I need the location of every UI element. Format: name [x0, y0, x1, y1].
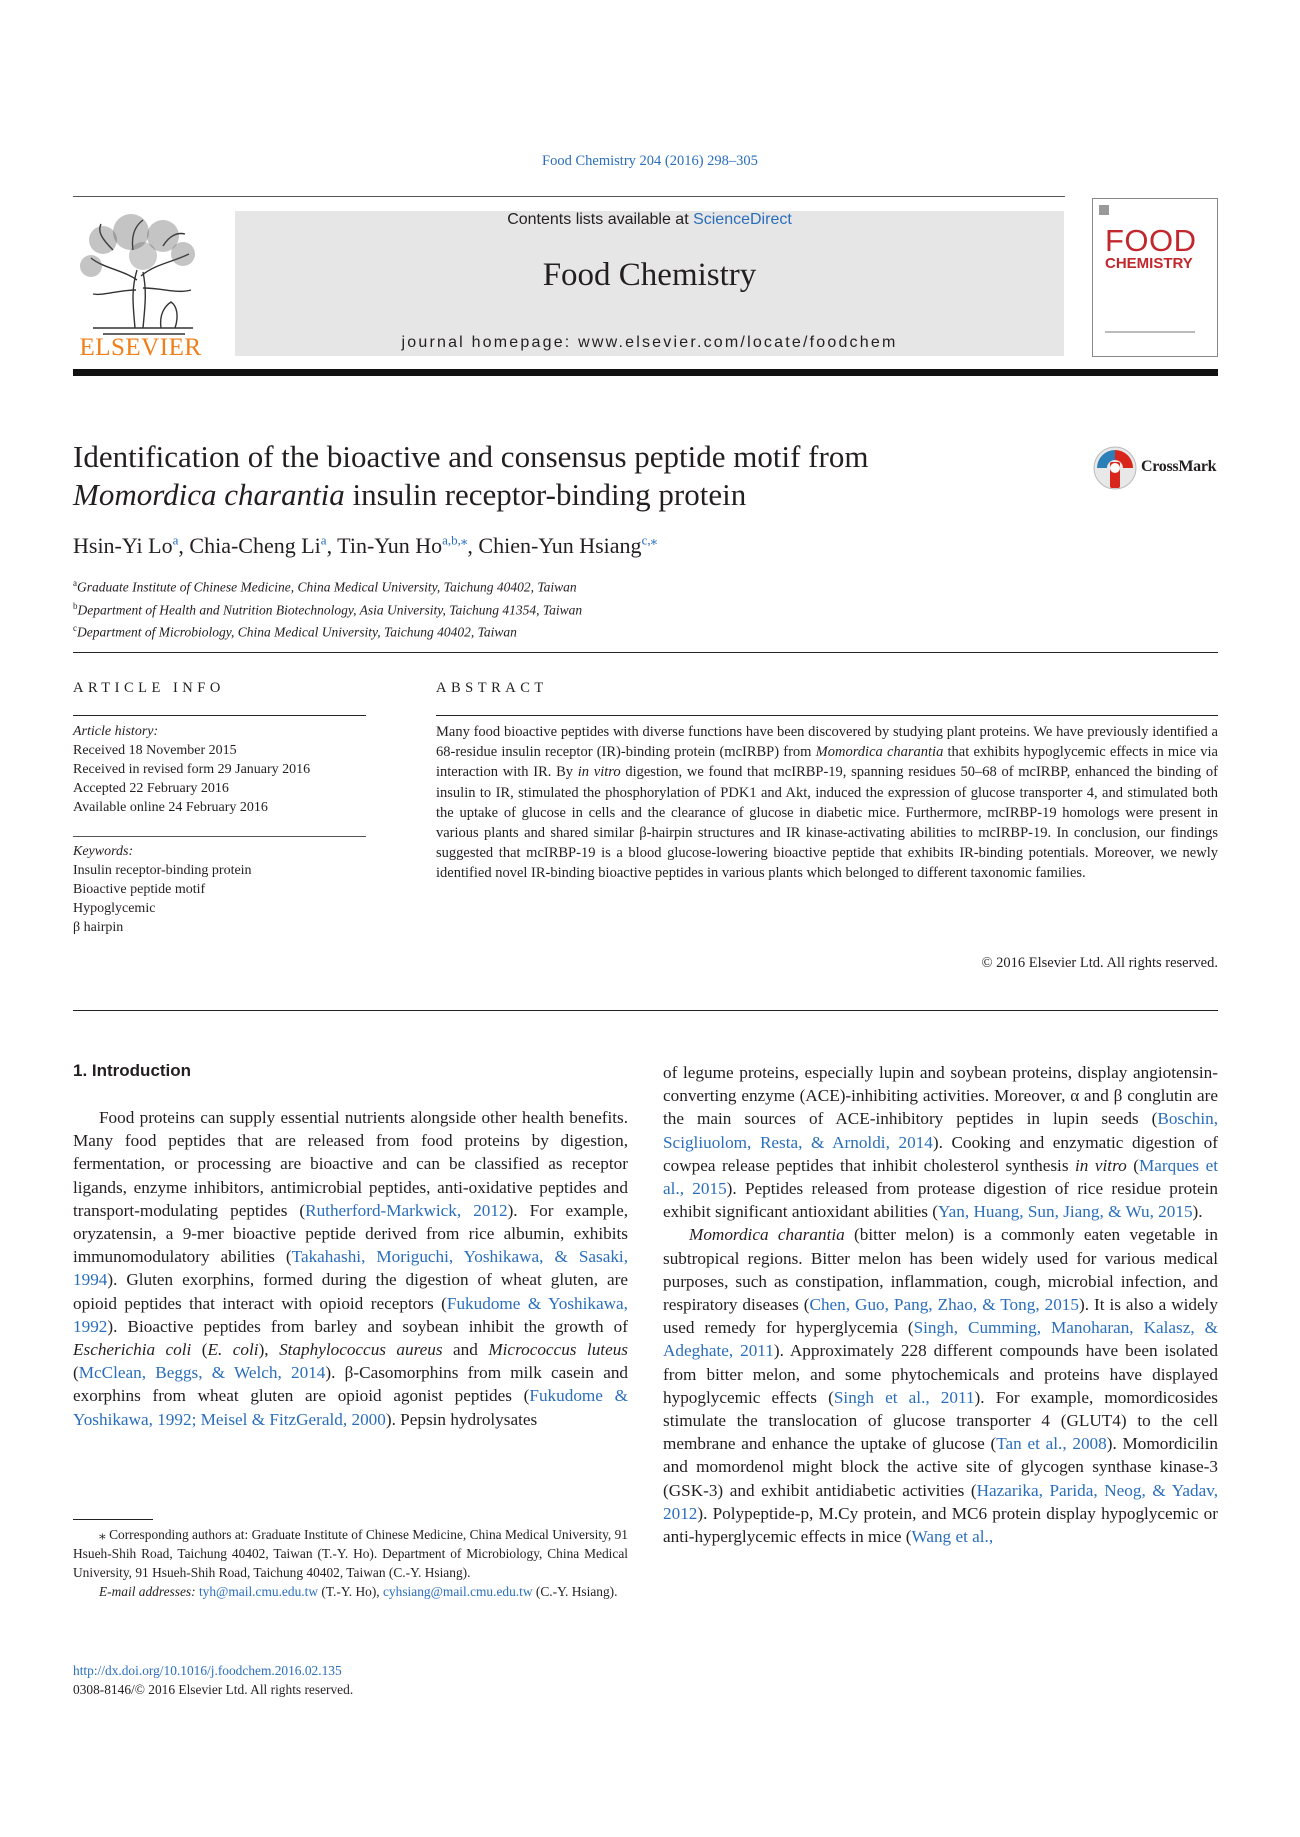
- corresponding-note: ⁎ Corresponding authors at: Graduate Institute of Chinese Medicine, China Medical University, 91 Hsueh-Shih Road, Taichung 40402, Taiwan (T.-Y. Ho). Department of Microbiology, China Medical University, 91 Hsueh-Shih Road, Taichung 40402, Taiwan (C.-Y. Hsiang).: [73, 1527, 628, 1580]
- text-run: ). Bioactive peptides from barley and soybean inhibit the growth of: [107, 1316, 628, 1336]
- abstract-rule: [436, 715, 1218, 716]
- history-entry: Received in revised form 29 January 2016: [73, 762, 311, 777]
- article-info-rule: [73, 715, 366, 716]
- article-info-heading: ARTICLE INFO: [73, 680, 225, 696]
- text-run: and: [442, 1340, 489, 1360]
- email-link[interactable]: cyhsiang@mail.cmu.edu.tw: [382, 1584, 533, 1599]
- italic-term: Staphylococcus aureus: [279, 1340, 443, 1360]
- text-run: ). Pepsin hydrolysates: [385, 1409, 538, 1429]
- body-column-right: [663, 1061, 1218, 1548]
- text-run: ). Peptides released from protease digestion of rice residue protein exhibit significant antioxidant abilities (: [663, 1179, 1218, 1222]
- body-paragraph: [663, 1223, 1218, 1548]
- section-heading-introduction: 1. Introduction: [73, 1061, 192, 1080]
- italic-term: in vitro: [1075, 1155, 1127, 1175]
- citation-link[interactable]: Boschin, Scigliuolom, Resta, & Arnoldi, 2014: [663, 1109, 1218, 1152]
- text-run: Food proteins can supply essential nutrients alongside other health benefits. Many food peptides that are released from food proteins by digestion, fermentation, or processing are bioactive and can be classified as receptor ligands, enzyme inhibitors, antimicrobial peptides, anti-oxidative peptides and transport-modulating peptides (: [73, 1108, 628, 1220]
- author[interactable]: Chia-Cheng Li$^a$: [189, 533, 327, 559]
- crossmark-label: CrossMark: [1141, 458, 1217, 475]
- text-run: ). Cooking and enzymatic digestion of cowpea release peptides that inhibit cholesterol synthesis: [663, 1132, 1218, 1175]
- italic-term: Escherichia coli: [73, 1340, 192, 1360]
- email-link[interactable]: tyh@mail.cmu.edu.tw: [198, 1584, 319, 1599]
- text-run: ). Approximately 228 different compounds have been isolated from bitter melon, and some phytochemicals and proteins have displayed hypoglycemic effects (: [663, 1341, 1218, 1407]
- author[interactable]: Tin-Yun $Ho^{a,b,⁎}$: [337, 533, 468, 559]
- header-bottom-rule: [73, 369, 1218, 376]
- text-run: ). Gluten exorphins, formed during the digestion of wheat gluten, are opioid peptides that interact with opioid receptors (: [73, 1270, 628, 1313]
- citation-link[interactable]: McClean, Beggs, & Welch, 2014: [78, 1363, 326, 1383]
- keywords-label: Keywords:: [73, 844, 134, 859]
- keywords-rule: [73, 836, 366, 837]
- cover-title-food: FOOD: [1105, 223, 1197, 258]
- author[interactable]: Hsin-Yi Lo$^a$: [73, 533, 179, 559]
- keyword: Insulin receptor-binding protein: [73, 863, 252, 878]
- text-run: ). Momordicilin and momordenol might block the active site of glycogen synthase kinase-3 (GSK-3) and exhibit antidiabetic activities (: [663, 1434, 1218, 1500]
- journal-homepage[interactable]: journal homepage: www.elsevier.com/locate/foodchem: [401, 334, 898, 351]
- body-paragraph: [663, 1061, 1218, 1223]
- history-entry: Available online 24 February 2016: [73, 800, 268, 815]
- article-history: [73, 722, 310, 817]
- history-entry: Accepted 22 February 2016: [73, 781, 229, 796]
- doi-link[interactable]: http://dx.doi.org/10.1016/j.foodchem.2016.02.135: [73, 1663, 342, 1678]
- corresponding-author-footnote: [73, 1525, 628, 1601]
- body-paragraph: [73, 1106, 628, 1431]
- footnote-rule: [73, 1519, 153, 1520]
- text-run: ). It is also a widely used remedy for hyperglycemia (: [663, 1295, 1219, 1338]
- citation-link[interactable]: Marques et al., 2015: [663, 1155, 1219, 1199]
- citation-link[interactable]: Wang et al.,: [911, 1527, 994, 1547]
- affiliations: [73, 574, 582, 642]
- citation-link[interactable]: Singh, Cumming, Manoharan, Kalasz, & Adeghate, 2011: [663, 1318, 1218, 1361]
- keywords: [73, 842, 252, 937]
- text-run: (: [191, 1340, 208, 1360]
- text-run: (: [1126, 1155, 1139, 1175]
- citation-link[interactable]: Tan et al., 2008: [996, 1434, 1107, 1454]
- email-line: E-mail addresses: tyh@mail.cmu.edu.tw (T.-Y. Ho), cyhsiang@mail.cmu.edu.tw (C.-Y. Hsiang).: [99, 1584, 618, 1599]
- citation-link[interactable]: Rutherford-Markwick, 2012: [305, 1200, 508, 1220]
- title-line-2: Momordica charantia insulin receptor-binding protein: [73, 477, 747, 512]
- italic-term: E. coli: [207, 1340, 259, 1360]
- abstract-heading: ABSTRACT: [436, 680, 548, 696]
- journal-name: Food Chemistry: [542, 257, 757, 293]
- cover-title-chemistry: CHEMISTRY: [1105, 255, 1193, 272]
- crossmark-icon: [1093, 446, 1137, 490]
- elsevier-wordmark: ELSEVIER: [79, 334, 202, 361]
- text-run: ).: [1192, 1202, 1203, 1222]
- sciencedirect-link[interactable]: ScienceDirect: [693, 211, 792, 228]
- affiliation-rule: [73, 652, 1218, 653]
- affiliation: $^c$Department of Microbiology, China Medical University, Taichung 40402, Taiwan: [73, 623, 517, 640]
- affiliation: $^a$Graduate Institute of Chinese Medicine, China Medical University, Taichung 40402, Taiwan: [73, 578, 577, 595]
- issn-line: 0308-8146/© 2016 Elsevier Ltd. All rights reserved.: [73, 1682, 354, 1697]
- crossmark-badge[interactable]: [1093, 446, 1233, 490]
- italic-term: Momordica charantia: [689, 1225, 845, 1245]
- body-column-left: [73, 1106, 628, 1431]
- journal-citation[interactable]: Food Chemistry 204 (2016) 298–305: [542, 153, 758, 169]
- citation-link[interactable]: Takahashi, Moriguchi, Yoshikawa, & Sasaki, 1994: [73, 1247, 628, 1290]
- title-line-1: Identification of the bioactive and consensus peptide motif from: [73, 439, 869, 474]
- history-label: Article history:: [73, 724, 159, 739]
- header-top-rule: [73, 196, 1065, 197]
- history-entry: Received 18 November 2015: [73, 743, 237, 758]
- text-run: of legume proteins, especially lupin and soybean proteins, display angiotensin-converting enzyme (ACE)-inhibiting activities. Moreover, α and β conglutin are the main sources of ACE-inhibitory peptides in lupin seeds (: [663, 1063, 1218, 1129]
- text-run: ),: [258, 1340, 280, 1360]
- cover-publisher-mark: [1099, 205, 1109, 215]
- text-run: ). For example, oryzatensin, a 9-mer bioactive peptide derived from rice albumin, exhibits immunomodulatory abilities (: [73, 1200, 628, 1267]
- citation-link[interactable]: Singh et al., 2011: [833, 1387, 975, 1407]
- citation-link[interactable]: Chen, Guo, Pang, Zhao, & Tong, 2015: [809, 1295, 1079, 1315]
- text-run: (bitter melon) is a commonly eaten vegetable in subtropical regions. Bitter melon has been widely used for various medical purposes, such as constipation, inflammation, cough, microbial infection, and respiratory diseases (: [663, 1225, 1218, 1315]
- author[interactable]: Chien-Yun Hsiang$^{c,⁎}$: [478, 533, 658, 559]
- keyword: Hypoglycemic: [73, 901, 156, 916]
- journal-cover-thumbnail: [1092, 198, 1218, 357]
- cover-rule: [1105, 331, 1195, 333]
- keyword: Bioactive peptide motif: [73, 882, 206, 897]
- abstract-bottom-rule: [73, 1010, 1218, 1011]
- citation-link[interactable]: Fukudome & Yoshikawa, 1992: [73, 1293, 628, 1336]
- citation-link[interactable]: Fukudome & Yoshikawa, 1992; Meisel & FitzGerald, 2000: [73, 1386, 628, 1429]
- abstract-text: Many food bioactive peptides with diverse functions have been discovered by studying plant proteins. We have previously identified a 68-residue insulin receptor (IR)-binding protein (mcIRBP) from Momordica charantia that exhibits hypoglycemic effects in mice via interaction with IR. By in vitro digestion, we found that mcIRBP-19, spanning residues 50–68 of mcIRBP, enhanced the binding of insulin to IR, stimulated the phosphorylation of PDK1 and Akt, induced the expression of glucose transporter 4, and stimulated both the uptake of glucose in cells and the clearance of glucose in diabetic mice. Furthermore, mcIRBP-19 homologs were present in various plants and shared similar β-hairpin structures and IR kinase-activating abilities to mcIRBP-19. In conclusion, our findings suggested that mcIRBP-19 is a blood glucose-lowering bioactive peptide that exhibits IR-binding potentials. Moreover, we newly identified novel IR-binding bioactive peptides in various plants which belonged to different taxonomic families.: [436, 724, 1218, 882]
- text-run: ). Polypeptide-p, M.Cy protein, and MC6 protein display hypoglycemic or anti-hyperglycemic effects in mice (: [663, 1503, 1218, 1547]
- citation-link[interactable]: Hazarika, Parida, Neog, & Yadav, 2012: [663, 1480, 1219, 1523]
- keyword: β hairpin: [73, 920, 124, 935]
- article-title: [73, 438, 1023, 514]
- contents-availability: Contents lists available at ScienceDirect: [507, 211, 792, 228]
- doi-block: [73, 1661, 353, 1699]
- citation-link[interactable]: Yan, Huang, Sun, Jiang, & Wu, 2015: [937, 1202, 1193, 1222]
- abstract-copyright: © 2016 Elsevier Ltd. All rights reserved.: [981, 955, 1218, 971]
- text-run: (: [73, 1363, 79, 1383]
- italic-term: Micrococcus luteus: [488, 1340, 628, 1360]
- affiliation: $^b$Department of Health and Nutrition Biotechnology, Asia University, Taichung 41354, Taiwan: [73, 600, 583, 617]
- text-run: ). For example, momordicosides stimulate the translocation of glucose transporter 4 (GLUT4) to the cell membrane and enhance the uptake of glucose (: [663, 1387, 1218, 1454]
- text-run: ). β-Casomorphins from milk casein and exorphins from wheat gluten are opioid agonist peptides (: [73, 1363, 629, 1406]
- author-list: Hsin-Yi Lo$^a$, Chia-Cheng Li$^a$, Tin-Yun $Ho^{a,b,⁎}$, Chien-Yun Hsiang$^{c,⁎}$: [73, 533, 658, 559]
